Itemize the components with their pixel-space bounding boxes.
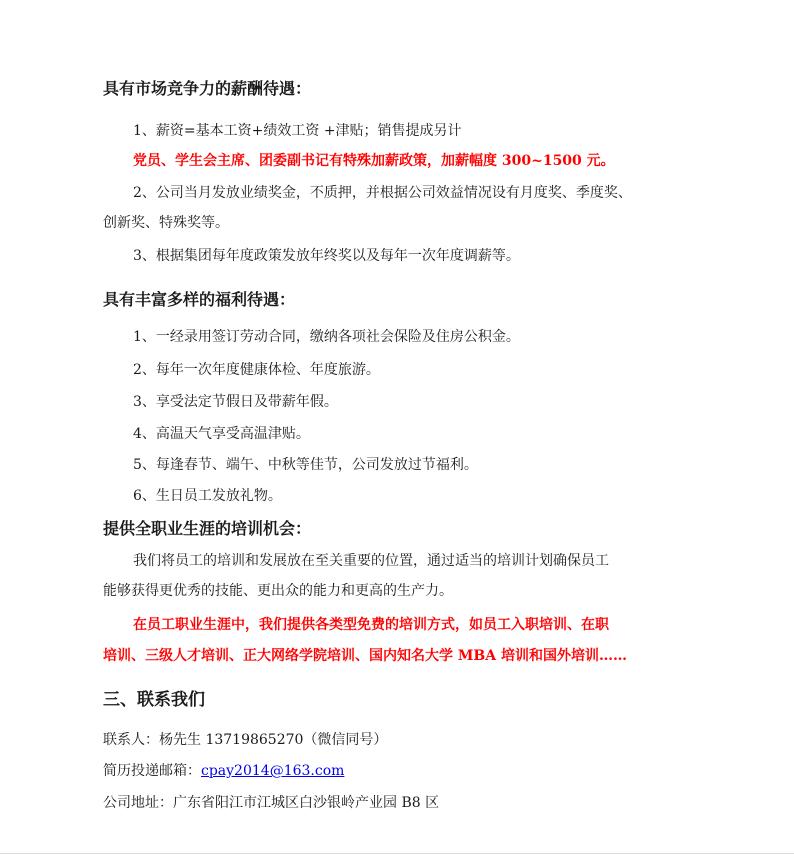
benefits-item-4: 4、高温天气享受高温津贴。 xyxy=(133,426,310,442)
benefits-item-6: 6、生日员工发放礼物。 xyxy=(133,488,282,504)
benefits-item-3: 3、享受法定节假日及带薪年假。 xyxy=(133,394,338,410)
salary-item-1: 1、薪资=基本工资+绩效工资 +津贴；销售提成另计 xyxy=(133,123,462,139)
training-highlight-line-2: 培训、三级人才培训、正大网络学院培训、国内知名大学 MBA 培训和国外培训…… xyxy=(103,648,627,664)
salary-highlight: 党员、学生会主席、团委副书记有特殊加薪政策，加薪幅度 300~1500 元。 xyxy=(133,153,615,169)
training-highlight-line-1: 在员工职业生涯中，我们提供各类型免费的培训方式，如员工入职培训、在职 xyxy=(133,617,609,633)
salary-item-3: 3、根据集团每年度政策发放年终奖以及每年一次年度调薪等。 xyxy=(133,248,520,264)
contact-email-link[interactable]: cpay2014@163.com xyxy=(201,763,345,779)
benefits-item-2: 2、每年一次年度健康体检、年度旅游。 xyxy=(133,362,380,378)
training-paragraph-line-2: 能够获得更优秀的技能、更出众的能力和更高的生产力。 xyxy=(103,583,453,599)
training-paragraph-line-1: 我们将员工的培训和发展放在至关重要的位置，通过适当的培训计划确保员工 xyxy=(133,553,609,569)
contact-person: 联系人：杨先生 13719865270（微信同号） xyxy=(103,732,388,748)
contact-email-row xyxy=(103,760,344,780)
training-heading: 提供全职业生涯的培训机会： xyxy=(103,519,312,538)
contact-email-label: 简历投递邮箱： xyxy=(103,763,201,779)
salary-heading: 具有市场竞争力的薪酬待遇： xyxy=(103,79,312,98)
contact-heading: 三、联系我们 xyxy=(103,690,205,710)
salary-item-2-line-2: 创新奖、特殊奖等。 xyxy=(103,215,229,231)
salary-item-2-line-1: 2、公司当月发放业绩奖金，不质押，并根据公司效益情况设有月度奖、季度奖、 xyxy=(133,185,632,201)
benefits-item-1: 1、一经录用签订劳动合同，缴纳各项社会保险及住房公积金。 xyxy=(133,329,520,345)
contact-address: 公司地址：广东省阳江市江城区白沙银岭产业园 B8 区 xyxy=(103,795,440,811)
benefits-heading: 具有丰富多样的福利待遇： xyxy=(103,290,296,309)
benefits-item-5: 5、每逢春节、端午、中秋等佳节，公司发放过节福利。 xyxy=(133,457,478,473)
